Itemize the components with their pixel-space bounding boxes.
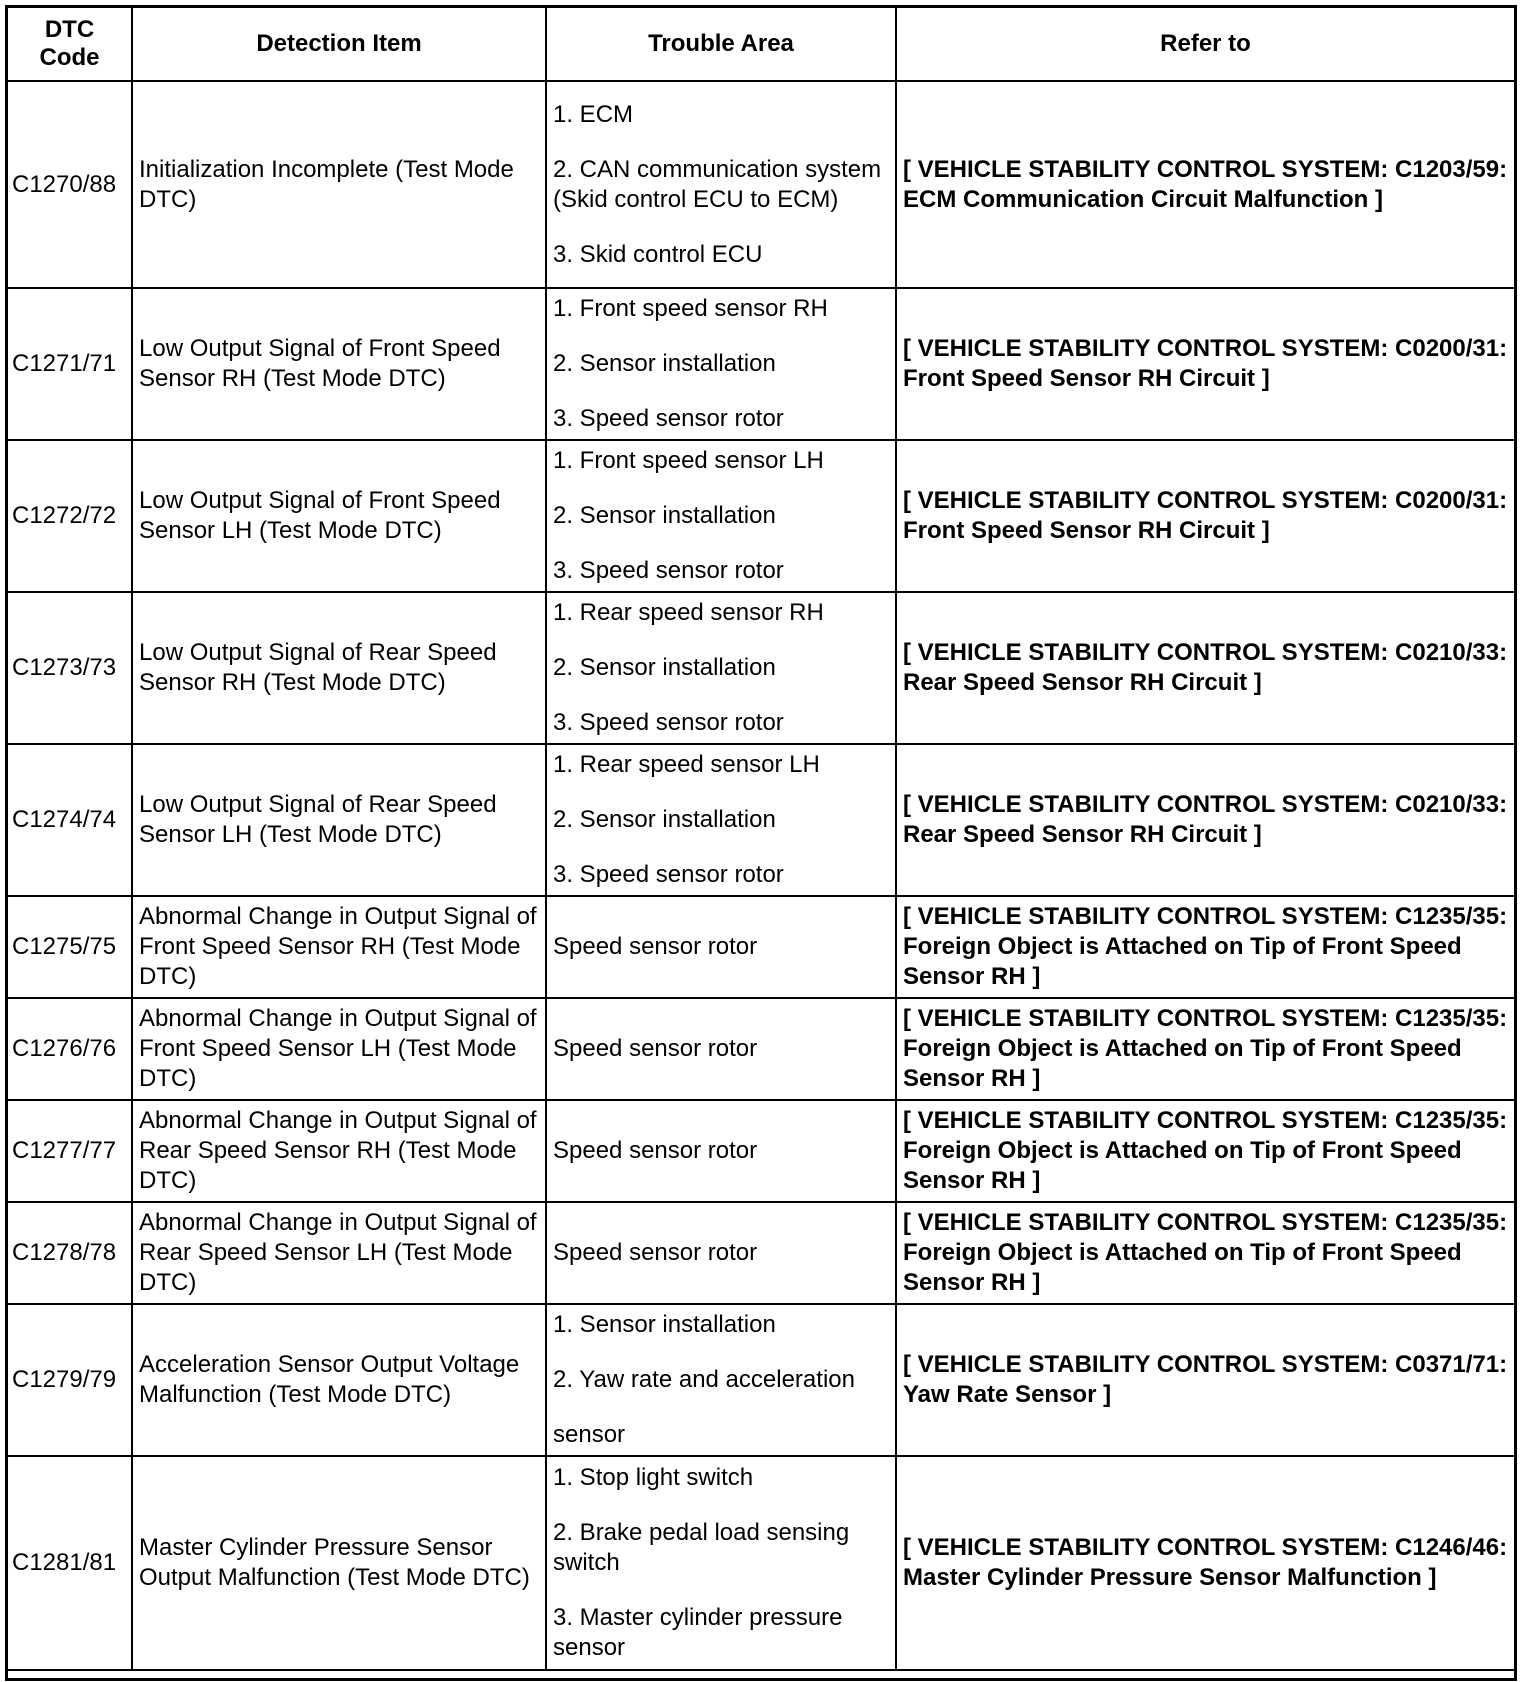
trouble-area-item: 1. Stop light switch	[553, 1464, 754, 1491]
table-row	[7, 1456, 1515, 1670]
refer-to-link[interactable]: [ VEHICLE STABILITY CONTROL SYSTEM: C1235/35: Foreign Object is Attached on Tip of Front Speed Sensor RH ]	[896, 1202, 1515, 1304]
trouble-area-cell	[546, 1304, 896, 1456]
detection-item-cell: Abnormal Change in Output Signal of Front Speed Sensor RH (Test Mode DTC)	[132, 896, 546, 998]
table-row	[7, 1100, 1515, 1202]
detection-item-cell: Low Output Signal of Rear Speed Sensor RH (Test Mode DTC)	[132, 592, 546, 744]
trouble-area-item: 3. Speed sensor rotor	[553, 557, 784, 584]
trouble-area-item: Speed sensor rotor	[553, 1035, 758, 1062]
trouble-area-item: 2. Sensor installation	[553, 502, 776, 529]
trouble-area-cell	[546, 998, 896, 1100]
dtc-code-cell: C1281/81	[7, 1456, 132, 1670]
dtc-code-cell: C1277/77	[7, 1100, 132, 1202]
trouble-area-item: 3. Master cylinder pressure sensor	[553, 1604, 843, 1661]
header-dtc-code-label: DTC Code	[39, 16, 100, 71]
detection-item-cell: Abnormal Change in Output Signal of Front Speed Sensor LH (Test Mode DTC)	[132, 998, 546, 1100]
dtc-code-cell: C1275/75	[7, 896, 132, 998]
table-row	[7, 81, 1515, 288]
table-row	[7, 1304, 1515, 1456]
refer-to-link[interactable]: [ VEHICLE STABILITY CONTROL SYSTEM: C0210/33: Rear Speed Sensor RH Circuit ]	[896, 744, 1515, 896]
refer-to-link[interactable]: [ VEHICLE STABILITY CONTROL SYSTEM: C0371/71: Yaw Rate Sensor ]	[896, 1304, 1515, 1456]
refer-to-link[interactable]: [ VEHICLE STABILITY CONTROL SYSTEM: C1203/59: ECM Communication Circuit Malfunction ]	[896, 81, 1515, 288]
table-row	[7, 744, 1515, 896]
refer-to-link[interactable]: [ VEHICLE STABILITY CONTROL SYSTEM: C1235/35: Foreign Object is Attached on Tip of Front Speed Sensor RH ]	[896, 896, 1515, 998]
detection-item-cell: Master Cylinder Pressure Sensor Output Malfunction (Test Mode DTC)	[132, 1456, 546, 1670]
trouble-area-item: 1. Sensor installation	[553, 1311, 776, 1338]
trouble-area-item: 1. ECM	[553, 100, 634, 128]
trouble-area-item: 3. Speed sensor rotor	[553, 405, 784, 432]
trouble-area-cell	[546, 896, 896, 998]
header-dtc-code	[7, 7, 132, 81]
table-row	[7, 998, 1515, 1100]
detection-item-cell: Low Output Signal of Front Speed Sensor RH (Test Mode DTC)	[132, 288, 546, 440]
dtc-code-cell: C1272/72	[7, 440, 132, 592]
dtc-code-cell: C1274/74	[7, 744, 132, 896]
refer-to-link[interactable]: [ VEHICLE STABILITY CONTROL SYSTEM: C1235/35: Foreign Object is Attached on Tip of Front Speed Sensor RH ]	[896, 998, 1515, 1100]
dtc-code-cell: C1278/78	[7, 1202, 132, 1304]
trouble-area-cell	[546, 440, 896, 592]
dtc-table	[6, 6, 1516, 1671]
trouble-area-cell	[546, 592, 896, 744]
table-row	[7, 896, 1515, 998]
trouble-area-cell	[546, 744, 896, 896]
dtc-code-cell: C1273/73	[7, 592, 132, 744]
trouble-area-cell	[546, 288, 896, 440]
trouble-area-item: 2. Sensor installation	[553, 806, 776, 833]
trouble-area-item: 3. Speed sensor rotor	[553, 709, 784, 736]
detection-item-cell: Acceleration Sensor Output Voltage Malfunction (Test Mode DTC)	[132, 1304, 546, 1456]
table-row	[7, 592, 1515, 744]
dtc-code-cell: C1270/88	[7, 81, 132, 288]
header-trouble-area: Trouble Area	[546, 7, 896, 81]
trouble-area-cell	[546, 1456, 896, 1670]
trouble-area-item: 2. Sensor installation	[553, 654, 776, 681]
trouble-area-item: 2. CAN communication system (Skid control ECU to ECM)	[553, 155, 882, 213]
trouble-area-item: sensor	[553, 1421, 626, 1448]
trouble-area-cell	[546, 1202, 896, 1304]
table-row	[7, 440, 1515, 592]
refer-to-link[interactable]: [ VEHICLE STABILITY CONTROL SYSTEM: C1246/46: Master Cylinder Pressure Sensor Malfunction ]	[896, 1456, 1515, 1670]
trouble-area-item: 2. Sensor installation	[553, 350, 776, 377]
trouble-area-item: 1. Rear speed sensor LH	[553, 751, 820, 778]
trouble-area-cell	[546, 1100, 896, 1202]
detection-item-cell: Abnormal Change in Output Signal of Rear Speed Sensor RH (Test Mode DTC)	[132, 1100, 546, 1202]
refer-to-link[interactable]: [ VEHICLE STABILITY CONTROL SYSTEM: C1235/35: Foreign Object is Attached on Tip of Front Speed Sensor RH ]	[896, 1100, 1515, 1202]
trouble-area-item: 1. Front speed sensor LH	[553, 447, 824, 474]
trouble-area-item: 1. Front speed sensor RH	[553, 295, 828, 322]
trouble-area-item: 3. Skid control ECU	[553, 240, 763, 268]
table-row	[7, 1202, 1515, 1304]
header-detection-item: Detection Item	[132, 7, 546, 81]
dtc-code-cell: C1276/76	[7, 998, 132, 1100]
table-header-row	[7, 7, 1515, 81]
table-body	[7, 81, 1515, 1670]
refer-to-link[interactable]: [ VEHICLE STABILITY CONTROL SYSTEM: C0210/33: Rear Speed Sensor RH Circuit ]	[896, 592, 1515, 744]
refer-to-link[interactable]: [ VEHICLE STABILITY CONTROL SYSTEM: C0200/31: Front Speed Sensor RH Circuit ]	[896, 440, 1515, 592]
header-refer-to: Refer to	[896, 7, 1515, 81]
trouble-area-item: Speed sensor rotor	[553, 933, 758, 960]
trouble-area-item: 3. Speed sensor rotor	[553, 861, 784, 888]
detection-item-cell: Abnormal Change in Output Signal of Rear Speed Sensor LH (Test Mode DTC)	[132, 1202, 546, 1304]
trouble-area-item: 1. Rear speed sensor RH	[553, 599, 824, 626]
trouble-area-cell	[546, 81, 896, 288]
refer-to-link[interactable]: [ VEHICLE STABILITY CONTROL SYSTEM: C0200/31: Front Speed Sensor RH Circuit ]	[896, 288, 1515, 440]
detection-item-cell: Low Output Signal of Front Speed Sensor LH (Test Mode DTC)	[132, 440, 546, 592]
dtc-code-cell: C1271/71	[7, 288, 132, 440]
dtc-code-cell: C1279/79	[7, 1304, 132, 1456]
detection-item-cell: Low Output Signal of Rear Speed Sensor LH (Test Mode DTC)	[132, 744, 546, 896]
trouble-area-item: Speed sensor rotor	[553, 1239, 758, 1266]
detection-item-cell: Initialization Incomplete (Test Mode DTC)	[132, 81, 546, 288]
trouble-area-item: 2. Brake pedal load sensing switch	[553, 1519, 850, 1576]
table-row	[7, 288, 1515, 440]
trouble-area-item: Speed sensor rotor	[553, 1137, 758, 1164]
trouble-area-item: 2. Yaw rate and acceleration	[553, 1366, 855, 1393]
